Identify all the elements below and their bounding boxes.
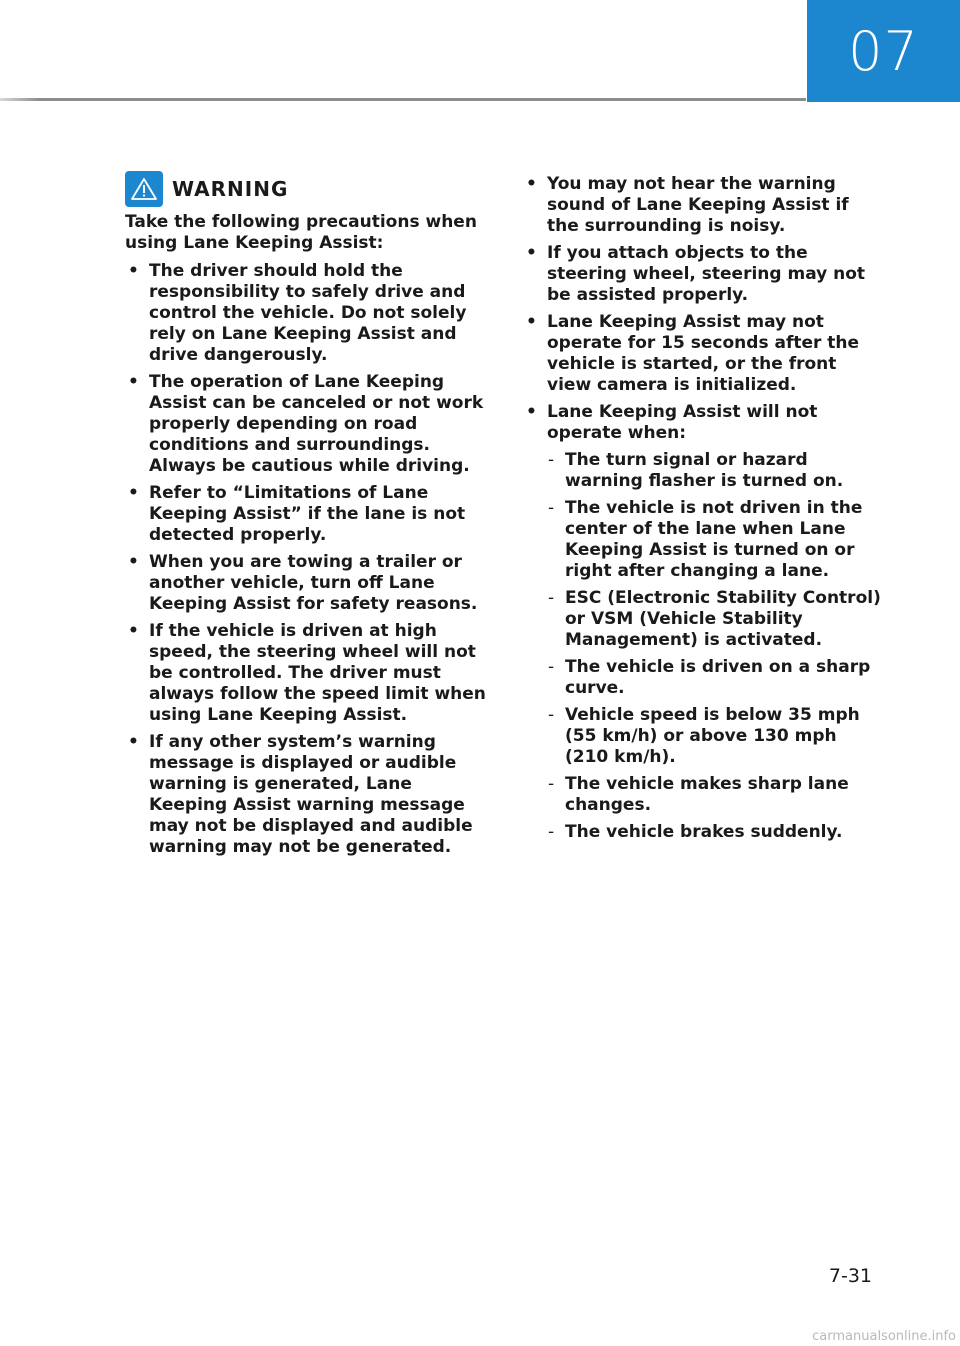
not-operate-lead: Lane Keeping Assist will not operate when: xyxy=(547,402,818,443)
left-column xyxy=(125,170,487,864)
right-column xyxy=(523,174,885,849)
page-number: 7-31 xyxy=(828,1265,872,1287)
warning-intro: Take the following precautions when using Lane Keeping Assist: xyxy=(125,212,477,253)
not-operate-item xyxy=(523,402,885,843)
warning-header xyxy=(125,170,487,208)
condition-item: - The vehicle is driven on a sharp curve. xyxy=(547,657,885,699)
list-item: • If you attach objects to the steering wheel, steering may not be assisted properly. xyxy=(523,243,885,306)
condition-item: - The vehicle brakes suddenly. xyxy=(547,822,885,843)
condition-item: - The vehicle is not driven in the center of the lane when Lane Keeping Assist is turned on or right after changing a lane. xyxy=(547,498,885,582)
header-rule-fade xyxy=(0,98,40,101)
list-item: • The driver should hold the responsibility to safely drive and control the vehicle. Do not solely rely on Lane Keeping Assist and drive dangerously. xyxy=(125,261,487,366)
list-item: • If the vehicle is driven at high speed, the steering wheel will not be controlled. The driver must always follow the speed limit when using Lane Keeping Assist. xyxy=(125,621,487,726)
list-item: • If any other system’s warning message is displayed or audible warning is generated, Lane Keeping Assist warning message may not be displayed and audible warning may not be generated. xyxy=(125,732,487,858)
warning-list-left xyxy=(125,261,487,858)
header-rule xyxy=(0,98,806,101)
list-item: • Refer to “Limitations of Lane Keeping Assist” if the lane is not detected properly. xyxy=(125,483,487,546)
warning-triangle-icon xyxy=(125,171,163,207)
list-item: • Lane Keeping Assist may not operate for 15 seconds after the vehicle is started, or the front view camera is initialized. xyxy=(523,312,885,396)
watermark: carmanualsonline.info xyxy=(812,1329,956,1344)
condition-item: - Vehicle speed is below 35 mph (55 km/h) or above 130 mph (210 km/h). xyxy=(547,705,885,768)
chapter-tab: 07 xyxy=(807,0,960,102)
list-item: • You may not hear the warning sound of Lane Keeping Assist if the surrounding is noisy. xyxy=(523,174,885,237)
condition-item: - ESC (Electronic Stability Control) or VSM (Vehicle Stability Management) is activated. xyxy=(547,588,885,651)
list-item: • The operation of Lane Keeping Assist can be canceled or not work properly depending on road conditions and surroundings. Always be cautious while driving. xyxy=(125,372,487,477)
warning-list-right xyxy=(523,174,885,843)
list-item: • When you are towing a trailer or another vehicle, turn off Lane Keeping Assist for safety reasons. xyxy=(125,552,487,615)
warning-title: WARNING xyxy=(172,176,289,201)
condition-item: - The turn signal or hazard warning flasher is turned on. xyxy=(547,450,885,492)
condition-list xyxy=(547,450,885,843)
condition-item: - The vehicle makes sharp lane changes. xyxy=(547,774,885,816)
